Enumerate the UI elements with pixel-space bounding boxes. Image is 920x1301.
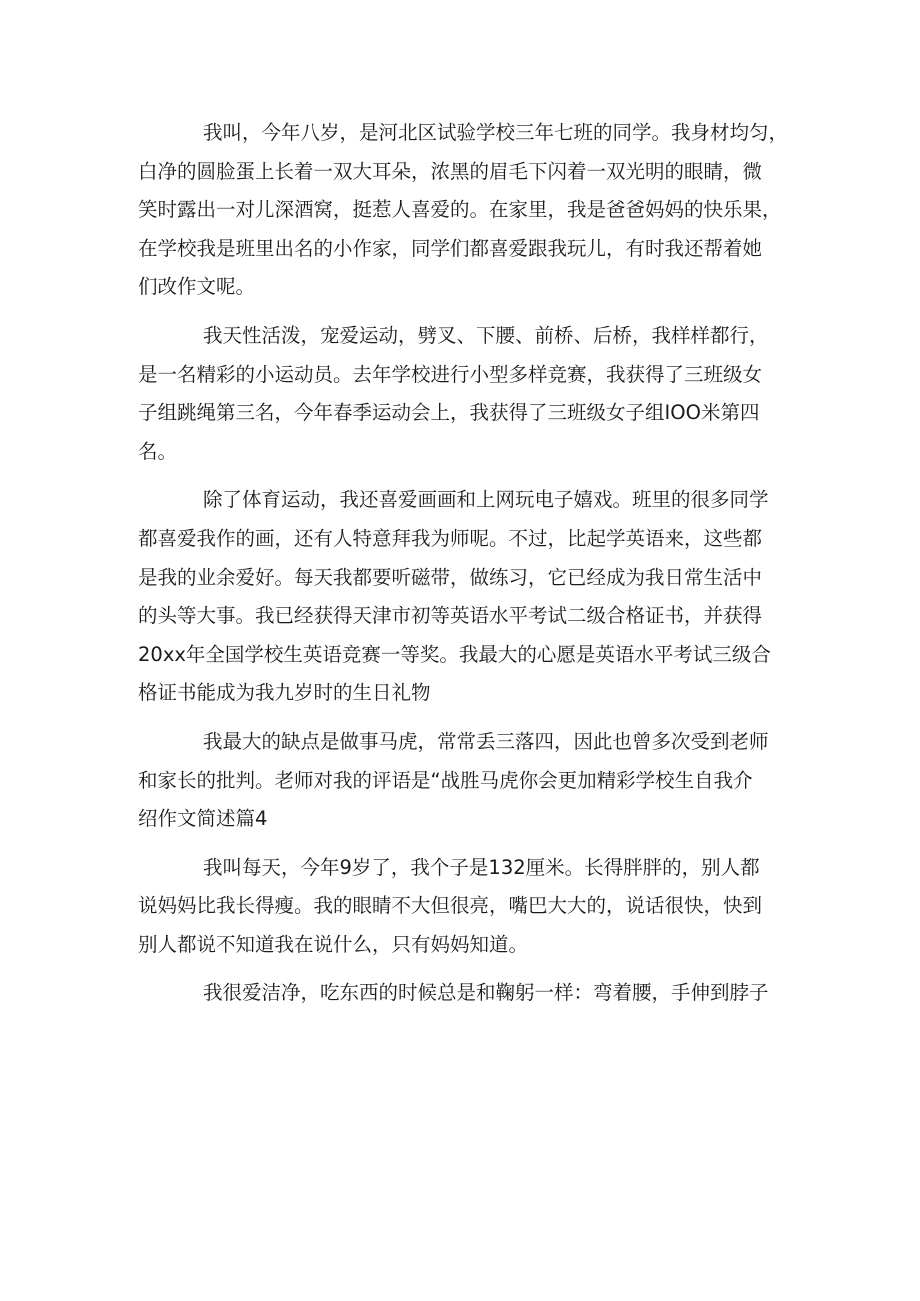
- paragraph: [138, 317, 788, 471]
- text-line: 除了体育运动，我还喜爱画画和上网玩电子嬉戏。班里的很多同学: [203, 488, 769, 512]
- text-line: 是我的业余爱好。每天我都要听磁带，做练习，它已经成为我日常生活中: [138, 565, 763, 589]
- text-line: 都喜爱我作的画，还有人特意拜我为师呢。不过，比起学英语来，这些都: [138, 526, 763, 550]
- document-body: [138, 114, 788, 1023]
- text-line: 和家长的批判。老师对我的评语是“战胜马虎你会更加精彩学校生自我介: [138, 768, 753, 792]
- paragraph: [138, 114, 788, 307]
- text-line: 20xx年全国学校生英语竞赛一等奖。我最大的心愿是英语水平考试三级合: [138, 642, 771, 666]
- text-line: 说妈妈比我长得瘦。我的眼睛不大但很亮，嘴巴大大的，说话很快，快到: [138, 894, 763, 918]
- text-line: 我天性活泼，宠爱运动，劈叉、下腰、前桥、后桥，我样样都行，: [203, 323, 769, 347]
- text-line: 名。: [138, 439, 178, 463]
- text-line: 格证书能成为我九岁时的生日礼物: [138, 681, 431, 705]
- text-line: 们改作文呢。: [138, 275, 256, 299]
- text-line: 别人都说不知道我在说什么，只有妈妈知道。: [138, 932, 529, 956]
- paragraph: [138, 481, 788, 713]
- text-line: 绍作文简述篇4: [138, 807, 268, 831]
- text-line: 子组跳绳第三名，今年春季运动会上，我获得了三班级女子组IOO米第四: [138, 401, 760, 425]
- paragraph: [138, 974, 788, 1013]
- text-line: 白净的圆脸蛋上长着一双大耳朵，浓黑的眉毛下闪着一双光明的眼睛，微: [138, 159, 763, 183]
- paragraph: [138, 723, 788, 839]
- paragraph: [138, 849, 788, 965]
- text-line: 我很爱洁净，吃东西的时候总是和鞠躬一样：弯着腰，手伸到脖子: [203, 981, 769, 1005]
- text-line: 我叫每天，今年9岁了，我个子是132厘米。长得胖胖的，别人都: [203, 855, 760, 879]
- text-line: 是一名精彩的小运动员。去年学校进行小型多样竞赛，我获得了三班级女: [138, 362, 763, 386]
- text-line: 在学校我是班里出名的小作家，同学们都喜爱跟我玩儿，有时我还帮着她: [138, 236, 763, 260]
- text-line: 我叫，今年八岁，是河北区试验学校三年七班的同学。我身材均匀，: [203, 121, 789, 144]
- text-line: 的头等大事。我已经获得天津市初等英语水平考试二级合格证书，并获得: [138, 604, 763, 628]
- text-line: 笑时露出一对儿深酒窝，挺惹人喜爱的。在家里，我是爸爸妈妈的快乐果，: [138, 198, 782, 222]
- text-line: 我最大的缺点是做事马虎，常常丢三落四，因此也曾多次受到老师: [203, 729, 769, 753]
